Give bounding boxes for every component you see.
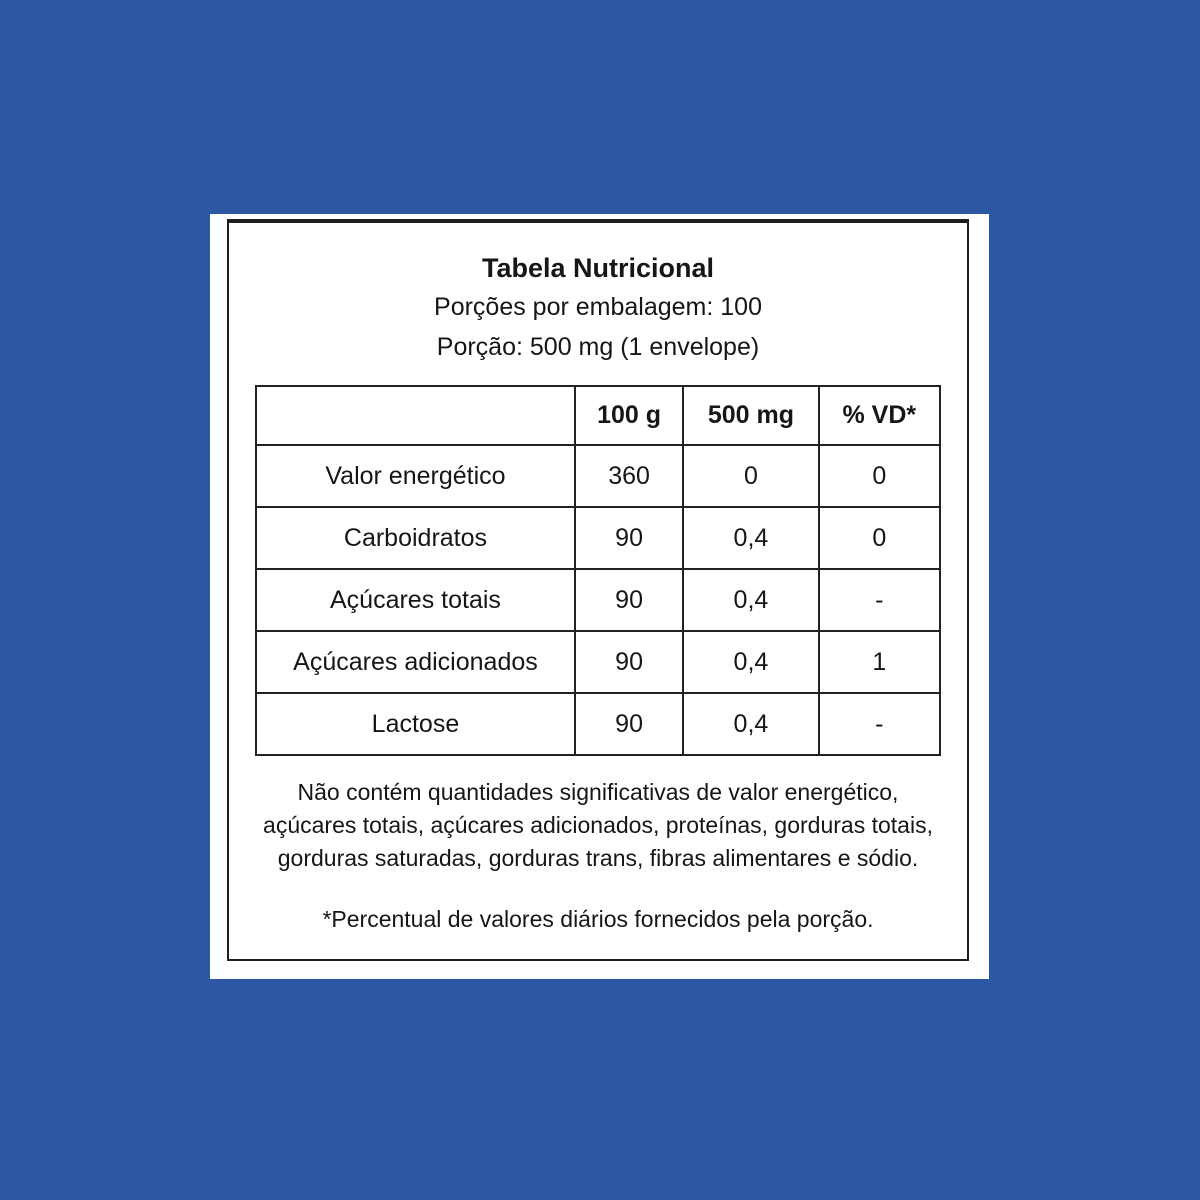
row-value-500mg: 0 bbox=[683, 445, 818, 507]
header-empty-cell bbox=[256, 386, 575, 445]
servings-per-package-text: Porções por embalagem: 100 bbox=[434, 293, 762, 321]
header-100g: 100 g bbox=[575, 386, 683, 445]
note-line: açúcares totais, açúcares adicionados, proteínas, gorduras totais, bbox=[263, 812, 933, 838]
table-row bbox=[256, 631, 940, 693]
table-row bbox=[256, 445, 940, 507]
row-value-500mg: 0,4 bbox=[683, 693, 818, 755]
serving-size-text: Porção: 500 mg (1 envelope) bbox=[436, 333, 760, 361]
page-title: Tabela Nutricional bbox=[481, 253, 715, 283]
row-label: Lactose bbox=[256, 693, 575, 755]
row-value-500mg: 0,4 bbox=[683, 507, 818, 569]
row-label: Carboidratos bbox=[256, 507, 575, 569]
table-row bbox=[256, 693, 940, 755]
table-row bbox=[256, 569, 940, 631]
row-value-vd: 1 bbox=[819, 631, 940, 693]
table-header-row bbox=[256, 386, 940, 445]
no-significant-amounts-note bbox=[229, 776, 967, 875]
header-500mg: 500 mg bbox=[683, 386, 818, 445]
note-line: gorduras saturadas, gorduras trans, fibras alimentares e sódio. bbox=[277, 845, 919, 871]
table-row bbox=[256, 507, 940, 569]
row-label: Valor energético bbox=[256, 445, 575, 507]
row-value-vd: 0 bbox=[819, 507, 940, 569]
row-label: Açúcares adicionados bbox=[256, 631, 575, 693]
nutrition-table bbox=[255, 385, 941, 756]
row-value-500mg: 0,4 bbox=[683, 631, 818, 693]
row-value-100g: 90 bbox=[575, 569, 683, 631]
row-value-vd: 0 bbox=[819, 445, 940, 507]
daily-value-footnote: *Percentual de valores diários fornecidos pela porção. bbox=[322, 906, 874, 932]
row-value-100g: 90 bbox=[575, 631, 683, 693]
row-value-vd: - bbox=[819, 693, 940, 755]
row-value-vd: - bbox=[819, 569, 940, 631]
row-value-100g: 90 bbox=[575, 507, 683, 569]
header-vd: % VD* bbox=[819, 386, 940, 445]
row-value-100g: 360 bbox=[575, 445, 683, 507]
note-line: Não contém quantidades significativas de valor energético, bbox=[297, 779, 899, 805]
row-label: Açúcares totais bbox=[256, 569, 575, 631]
row-value-100g: 90 bbox=[575, 693, 683, 755]
row-value-500mg: 0,4 bbox=[683, 569, 818, 631]
nutrition-label-card bbox=[210, 214, 989, 979]
label-border-box bbox=[227, 219, 969, 961]
